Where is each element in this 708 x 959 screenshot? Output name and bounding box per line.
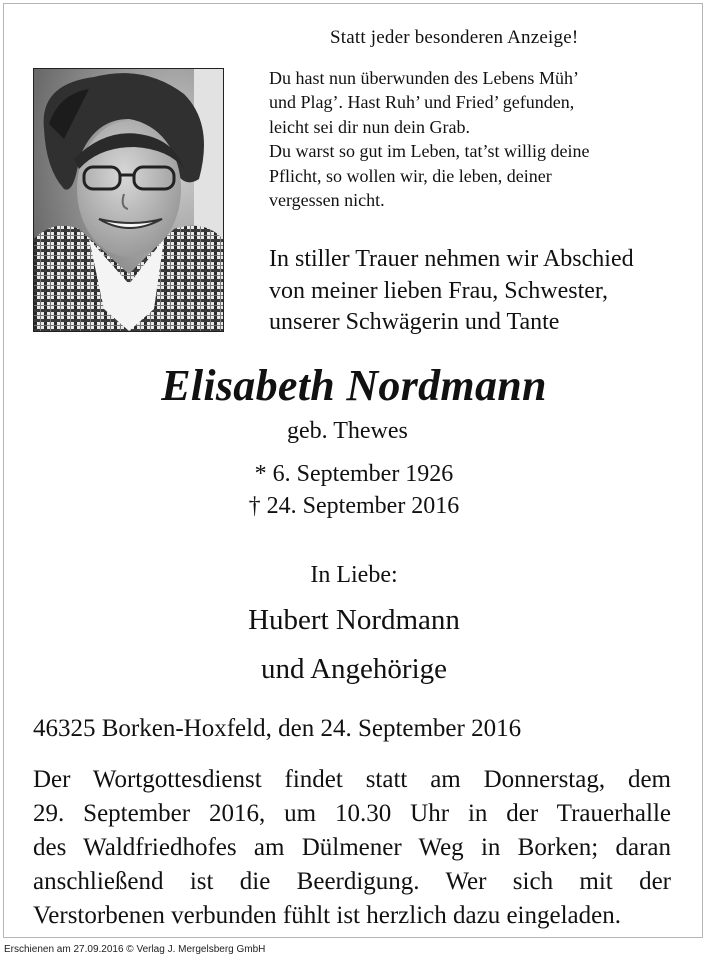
death-date: † 24. September 2016 [248,493,460,519]
deceased-name: Elisabeth Nordmann [161,361,547,410]
signature-name: Hubert Nordmann [248,604,460,636]
place-date: 46325 Borken-Hoxfeld, den 24. September 2016 [33,715,522,742]
signature-relatives: und Angehörige [260,653,448,685]
notice-line: anschließend ist die Beerdigung. Wer sich mit der [33,868,671,895]
poem-line: Pflicht, so wollen wir, die leben, deiner [269,165,552,186]
poem-line: Du hast nun überwunden des Lebens Müh’ [269,68,579,88]
notice-intro: Statt jeder besonderen Anzeige! [330,27,579,48]
mourning-line: In stiller Trauer nehmen wir Abschied [269,246,634,272]
poem [269,66,684,212]
publication-footer: Erschienen am 27.09.2016 © Verlag J. Mergelsberg GmbH [4,944,266,955]
poem-line: Du warst so gut im Leben, tat’st willig deine [269,141,590,162]
notice-line: Verstorbenen verbunden fühlt ist herzlich dazu eingeladen. [33,902,621,929]
poem-line: vergessen nicht. [269,190,385,211]
maiden-name: geb. Thewes [287,418,408,444]
mourning-text [269,244,674,339]
poem-line: leicht sei dir nun dein Grab. [269,116,470,137]
notice-line: 29. September 2016, um 10.30 Uhr in der Trauerhalle [33,800,671,827]
notice-line: des Waldfriedhofes am Dülmener Weg in Borken; daran [33,834,671,861]
in-love-label: In Liebe: [310,562,398,588]
mourning-line: unserer Schwägerin und Tante [269,309,560,335]
service-notice [33,763,671,933]
birth-date: * 6. September 1926 [254,461,454,487]
portrait-photo [33,68,224,332]
poem-line: und Plag’. Hast Ruh’ und Fried’ gefunden, [269,92,575,113]
notice-line: Der Wortgottesdienst findet statt am Donnerstag, dem [33,766,671,793]
mourning-line: von meiner lieben Frau, Schwester, [269,277,608,304]
portrait-image [34,69,223,331]
